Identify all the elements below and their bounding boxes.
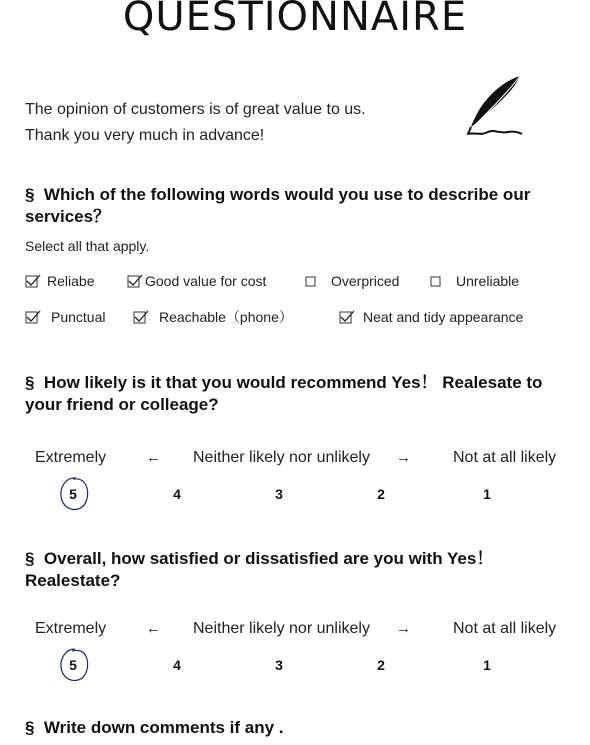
section-mark: § <box>25 718 35 737</box>
option-overpriced[interactable]: Overpriced <box>305 272 399 290</box>
empty-checkbox-icon[interactable] <box>305 273 321 289</box>
option-reachable[interactable]: Reachable（phone） <box>133 308 293 326</box>
rating-3[interactable]: 3 <box>275 657 283 673</box>
scale-mid-label: Neither likely nor unlikely <box>193 620 370 637</box>
checked-checkbox-icon[interactable] <box>25 309 41 325</box>
checked-checkbox-icon[interactable] <box>339 309 355 325</box>
rating-5[interactable]: 5 <box>69 657 77 673</box>
arrow-right-icon: → <box>396 449 411 466</box>
intro-line-2: Thank you very much in advance! <box>25 127 265 144</box>
page-title: QUESTIONNAIRE <box>122 0 468 40</box>
rating-2[interactable]: 2 <box>377 657 385 673</box>
rating-3[interactable]: 3 <box>275 486 283 502</box>
rating-1[interactable]: 1 <box>483 657 491 673</box>
question-3-text: Overall, how satisfied or dissatisfied are you with Yes！ Realestate? <box>25 549 494 590</box>
question-1-text: Which of the following words would you use to describe our services？ <box>25 185 531 226</box>
checked-checkbox-icon[interactable] <box>127 273 143 289</box>
question-4-text: Write down comments if any . <box>43 718 284 737</box>
rating-4[interactable]: 4 <box>173 657 181 673</box>
scale-right-label: Not at all likely <box>453 449 557 466</box>
arrow-left-icon: ← <box>146 620 161 637</box>
question-4 <box>25 717 570 739</box>
question-2 <box>25 372 570 416</box>
scale-left-label: Extremely <box>35 449 107 466</box>
scale-left-label: Extremely <box>35 620 107 637</box>
option-reliable[interactable]: Reliabe <box>25 272 94 290</box>
checked-checkbox-icon[interactable] <box>25 273 41 289</box>
question-3 <box>25 548 570 592</box>
arrow-left-icon: ← <box>146 449 161 466</box>
section-mark: § <box>25 549 35 568</box>
quill-pen-icon <box>458 72 528 142</box>
rating-4[interactable]: 4 <box>173 486 181 502</box>
section-mark: § <box>25 373 35 392</box>
rating-5[interactable]: 5 <box>69 486 77 502</box>
intro-line-1: The opinion of customers is of great value to us. <box>25 101 366 118</box>
option-unreliable[interactable]: Unreliable <box>430 272 519 290</box>
section-mark: § <box>25 185 35 204</box>
question-2-text: How likely is it that you would recommend Yes！ Realesate to your friend or colleage? <box>25 373 543 414</box>
question-1 <box>25 184 570 228</box>
scale-right-label: Not at all likely <box>453 620 557 637</box>
question-1-hint: Select all that apply. <box>25 238 150 254</box>
option-good-value[interactable]: Good value for cost <box>127 272 266 290</box>
option-neat-tidy[interactable]: Neat and tidy appearance <box>339 308 523 326</box>
checked-checkbox-icon[interactable] <box>133 309 149 325</box>
option-punctual[interactable]: Punctual <box>25 308 105 326</box>
rating-1[interactable]: 1 <box>483 486 491 502</box>
rating-2[interactable]: 2 <box>377 486 385 502</box>
scale-mid-label: Neither likely nor unlikely <box>193 449 370 466</box>
empty-checkbox-icon[interactable] <box>430 273 446 289</box>
arrow-right-icon: → <box>396 620 411 637</box>
